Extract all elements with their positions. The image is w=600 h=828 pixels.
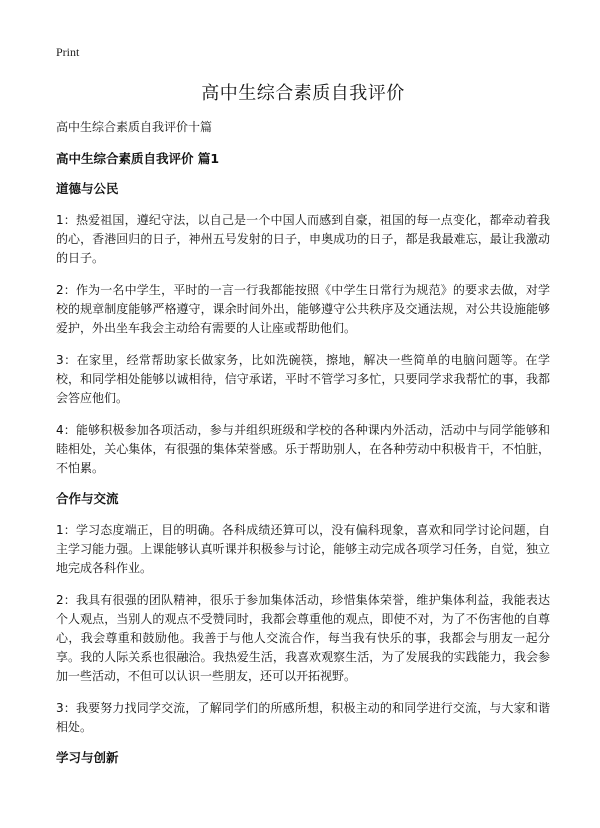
section-heading-morality: 道德与公民 bbox=[56, 181, 119, 196]
article-heading: 高中生综合素质自我评价 篇1 bbox=[56, 151, 220, 166]
paragraph: 1：学习态度端正，目的明确。各科成绩还算可以，没有偏科现象，喜欢和同学讨论问题，自主学习能力强。上课能够认真听课并积极参与讨论，能够主动完成各项学习任务，自觉，独立地完成各科作业。 bbox=[56, 523, 550, 575]
document-title: 高中生综合素质自我评价 bbox=[201, 83, 405, 104]
document-subtitle: 高中生综合素质自我评价十篇 bbox=[56, 120, 213, 134]
paragraph: 2：我具有很强的团队精神，很乐于参加集体活动，珍惜集体荣誉，维护集体利益，我能表达个人观点，当别人的观点不受赞同时，我都会尊重他的观点，即使不对，为了不伤害他的自尊心，我会尊重和鼓励他。我善于与他人交流合作，每当我有快乐的事，我都会与朋友一起分享。我的人际关系也很融洽。我热爱生活，我喜欢观察生活，为了发展我的实践能力，我会参加一些活动，不但可以认识一些朋友，还可以开拓视野。 bbox=[56, 593, 550, 683]
paragraph: 3：在家里，经常帮助家长做家务，比如洗碗筷，擦地，解决一些简单的电脑问题等。在学校，和同学相处能够以诚相待，信守承诺，平时不管学习多忙，只要同学求我帮忙的事，我都会答应他们。 bbox=[56, 353, 550, 405]
paragraph: 4：能够积极参加各项活动，参与并组织班级和学校的各种课内外活动，活动中与同学能够和睦相处，关心集体，有很强的集体荣誉感。乐于帮助别人，在各种劳动中积极肯干，不怕脏，不怕累。 bbox=[56, 423, 550, 475]
paragraph: 3：我要努力找同学交流，了解同学们的所感所想，积极主动的和同学进行交流，与大家和谐相处。 bbox=[56, 701, 550, 734]
print-link[interactable]: Print bbox=[56, 45, 80, 59]
paragraph: 1：热爱祖国，遵纪守法，以自己是一个中国人而感到自豪，祖国的每一点变化，都牵动着我的心，香港回归的日子，神州五号发射的日子，申奥成功的日子，都是我最难忘，最让我激动的日子。 bbox=[56, 213, 550, 265]
section-heading-learning: 学习与创新 bbox=[56, 750, 119, 765]
section-heading-cooperation: 合作与交流 bbox=[56, 491, 119, 506]
paragraph: 2：作为一名中学生，平时的一言一行我都能按照《中学生日常行为规范》的要求去做，对学校的规章制度能够严格遵守，课余时间外出，能够遵守公共秩序及交通法规，对公共设施能够爱护，外出坐车我会主动给有需要的人让座或帮助他们。 bbox=[56, 283, 550, 335]
